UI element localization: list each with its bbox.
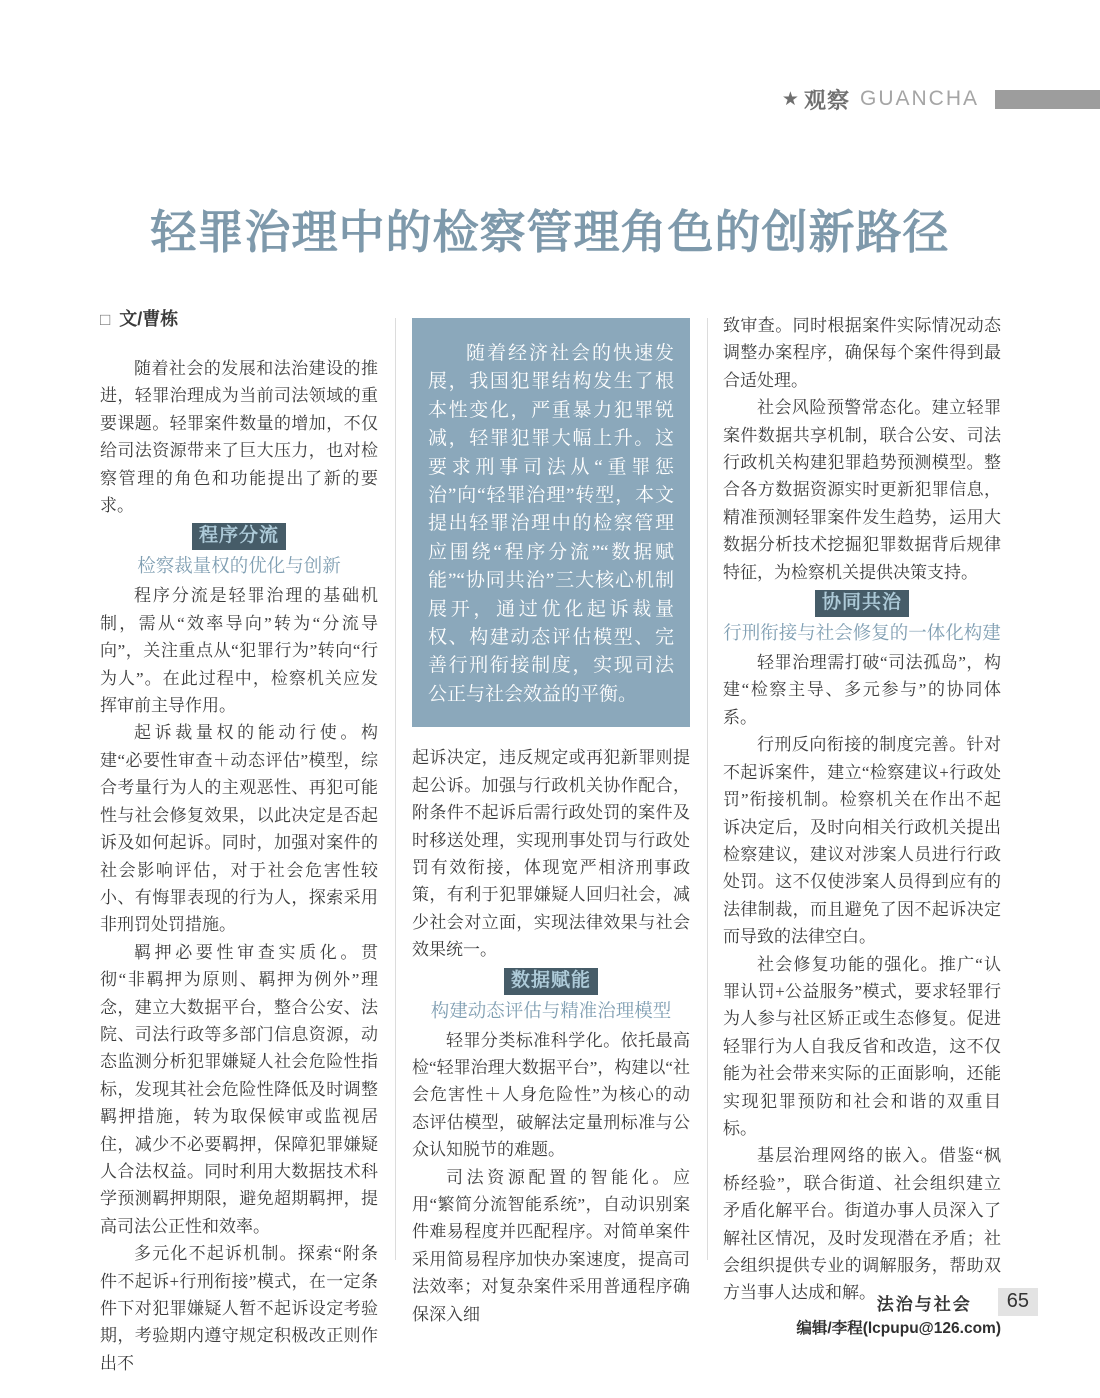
- body-paragraph: 司法资源配置的智能化。应用“繁简分流智能系统”，自动识别案件难易程度并匹配程序。对简单案件采用简易程序加快办案速度，提高司法效率；对复杂案件采用普通程序确保深入细: [412, 1167, 690, 1324]
- section-header: [782, 84, 1100, 114]
- section-chip-row: [723, 589, 1001, 617]
- body-paragraph: 起诉裁量权的能动行使。构建“必要性审查＋动态评估”模型，综合考量行为人的主观恶性、再犯可能性与社会修复效果，以此决定是否起诉及如何起诉。同时，加强对案件的社会影响评估，对于社会危害性较小、有悔罪表现的行为人，探索采用非刑罚处罚措施。: [100, 723, 378, 935]
- section-name-en: GUANCHA: [859, 87, 979, 110]
- body-paragraph: 致审查。同时根据案件实际情况动态调整办案程序，确保每个案件得到最合适处理。: [723, 316, 1001, 390]
- body-paragraph: 社会风险预警常态化。建立轻罪案件数据共享机制，联合公安、司法行政机关构建犯罪趋势预测模型。整合各方数据资源实时更新犯罪信息，精准预测轻罪案件发生趋势，运用大数据分析技术挖掘犯罪数据背后规律特征，为检察机关提供决策支持。: [723, 398, 1001, 582]
- body-paragraph: 基层治理网络的嵌入。借鉴“枫桥经验”，联合街道、社会组织建立矛盾化解平台。街道办事人员深入了解社区情况，及时发现潜在矛盾；社会组织提供专业的调解服务，帮助双方当事人达成和解。: [723, 1146, 1001, 1303]
- section-subtitle: 行刑衔接与社会修复的一体化构建: [723, 622, 1001, 644]
- magazine-name: 法治与社会: [876, 1294, 972, 1314]
- byline-square-icon: □: [100, 310, 111, 329]
- body-paragraph: 多元化不起诉机制。探索“附条件不起诉+行刑衔接”模式，在一定条件下对犯罪嫌疑人暂不起诉设定考验期，考验期内遵守规定积极改正则作出不: [100, 1244, 378, 1373]
- section-chip-row: [100, 522, 378, 550]
- page-number: 65: [998, 1288, 1038, 1316]
- body-paragraph: 社会修复功能的强化。推广“认罪认罚+公益服务”模式，要求轻罪行为人参与社区矫正或生态修复。促进轻罪行为人自我反省和改造，这不仅能为社会带来实际的正面影响，还能实现犯罪预防和社会和谐的双重目标。: [723, 954, 1001, 1138]
- article-title: 轻罪治理中的检察管理角色的创新路径: [150, 206, 950, 258]
- column-divider: [707, 318, 708, 1260]
- section-subtitle: 检察裁量权的优化与创新: [137, 555, 341, 577]
- column-divider: [395, 318, 396, 1260]
- body-paragraph: 起诉决定，违反规定或再犯新罪则提起公诉。加强与行政机关协作配合，附条件不起诉后需行政处罚的案件及时移送处理，实现刑事处罚与行政处罚有效衔接，体现宽严相济刑事政策，有利于犯罪嫌疑人回归社会，减少社会对立面，实现法律效果与社会效果统一。: [412, 748, 690, 960]
- body-paragraph: 轻罪分类标准科学化。依托最高检“轻罪治理大数据平台”，构建以“社会危害性＋人身危险性”为核心的动态评估模型，破解法定量刑标准与公众认知脱节的难题。: [412, 1030, 690, 1160]
- header-divider-bar: [995, 90, 1100, 109]
- body-paragraph: 随着社会的发展和法治建设的推进，轻罪治理成为当前司法领域的重要课题。轻罪案件数量的增加，不仅给司法资源带来了巨大压力，也对检察管理的角色和功能提出了新的要求。: [100, 359, 378, 516]
- body-paragraph: 程序分流是轻罪治理的基础机制，需从“效率导向”转为“分流导向”，关注重点从“犯罪行为”转向“行为人”。在此过程中，检察机关应发挥审前主导作用。: [100, 586, 378, 716]
- star-icon: ★: [781, 88, 799, 110]
- column-2-body: [412, 744, 690, 1328]
- section-chip-row: [412, 967, 690, 995]
- abstract-box: 随着经济社会的快速发展，我国犯罪结构发生了根本性变化，严重暴力犯罪锐减，轻罪犯罪大幅上升。这要求刑事司法从“重罪惩治”向“轻罪治理”转型，本文提出轻罪治理中的检察管理应围绕“程序分流”“数据赋能”“协同共治”三大核心机制展开，通过优化起诉裁量权、构建动态评估模型、完善行刑衔接制度，实现司法公正与社会效益的平衡。: [412, 318, 690, 727]
- section-subtitle: 构建动态评估与精准治理模型: [430, 999, 672, 1021]
- body-paragraph: 行刑反向衔接的制度完善。针对不起诉案件，建立“检察建议+行政处罚”衔接机制。检察机关在作出不起诉决定后，及时向相关行政机关提出检察建议，建议对涉案人员进行行政处罚。这不仅使涉案人员得到应有的法律制裁，而且避免了因不起诉决定而导致的法律空白。: [723, 735, 1001, 947]
- column-2: [412, 318, 690, 1328]
- section-chip: 程序分流: [192, 523, 286, 550]
- editor-credit: 编辑/李程(lcpupu@126.com): [796, 1319, 1001, 1337]
- section-chip: 协同共治: [815, 590, 909, 617]
- section-name: 观察: [803, 87, 850, 113]
- page-footer: [877, 1288, 1038, 1316]
- column-3: [723, 312, 1001, 1342]
- byline: [100, 305, 178, 331]
- byline-author: 文/曹栋: [119, 309, 179, 329]
- section-chip: 数据赋能: [504, 968, 598, 995]
- column-1: [100, 355, 378, 1377]
- body-paragraph: 轻罪治理需打破“司法孤岛”，构建“检察主导、多元参与”的协同体系。: [723, 653, 1001, 727]
- body-paragraph: 羁押必要性审查实质化。贯彻“非羁押为原则、羁押为例外”理念，建立大数据平台，整合公安、法院、司法行政等多部门信息资源，动态监测分析犯罪嫌疑人社会危险性指标，发现其社会危险性降低及时调整羁押措施，转为取保候审或监视居住，减少不必要羁押，保障犯罪嫌疑人合法权益。同时利用大数据技术科学预测羁押期限，避免超期羁押，提高司法公正性和效率。: [100, 942, 378, 1236]
